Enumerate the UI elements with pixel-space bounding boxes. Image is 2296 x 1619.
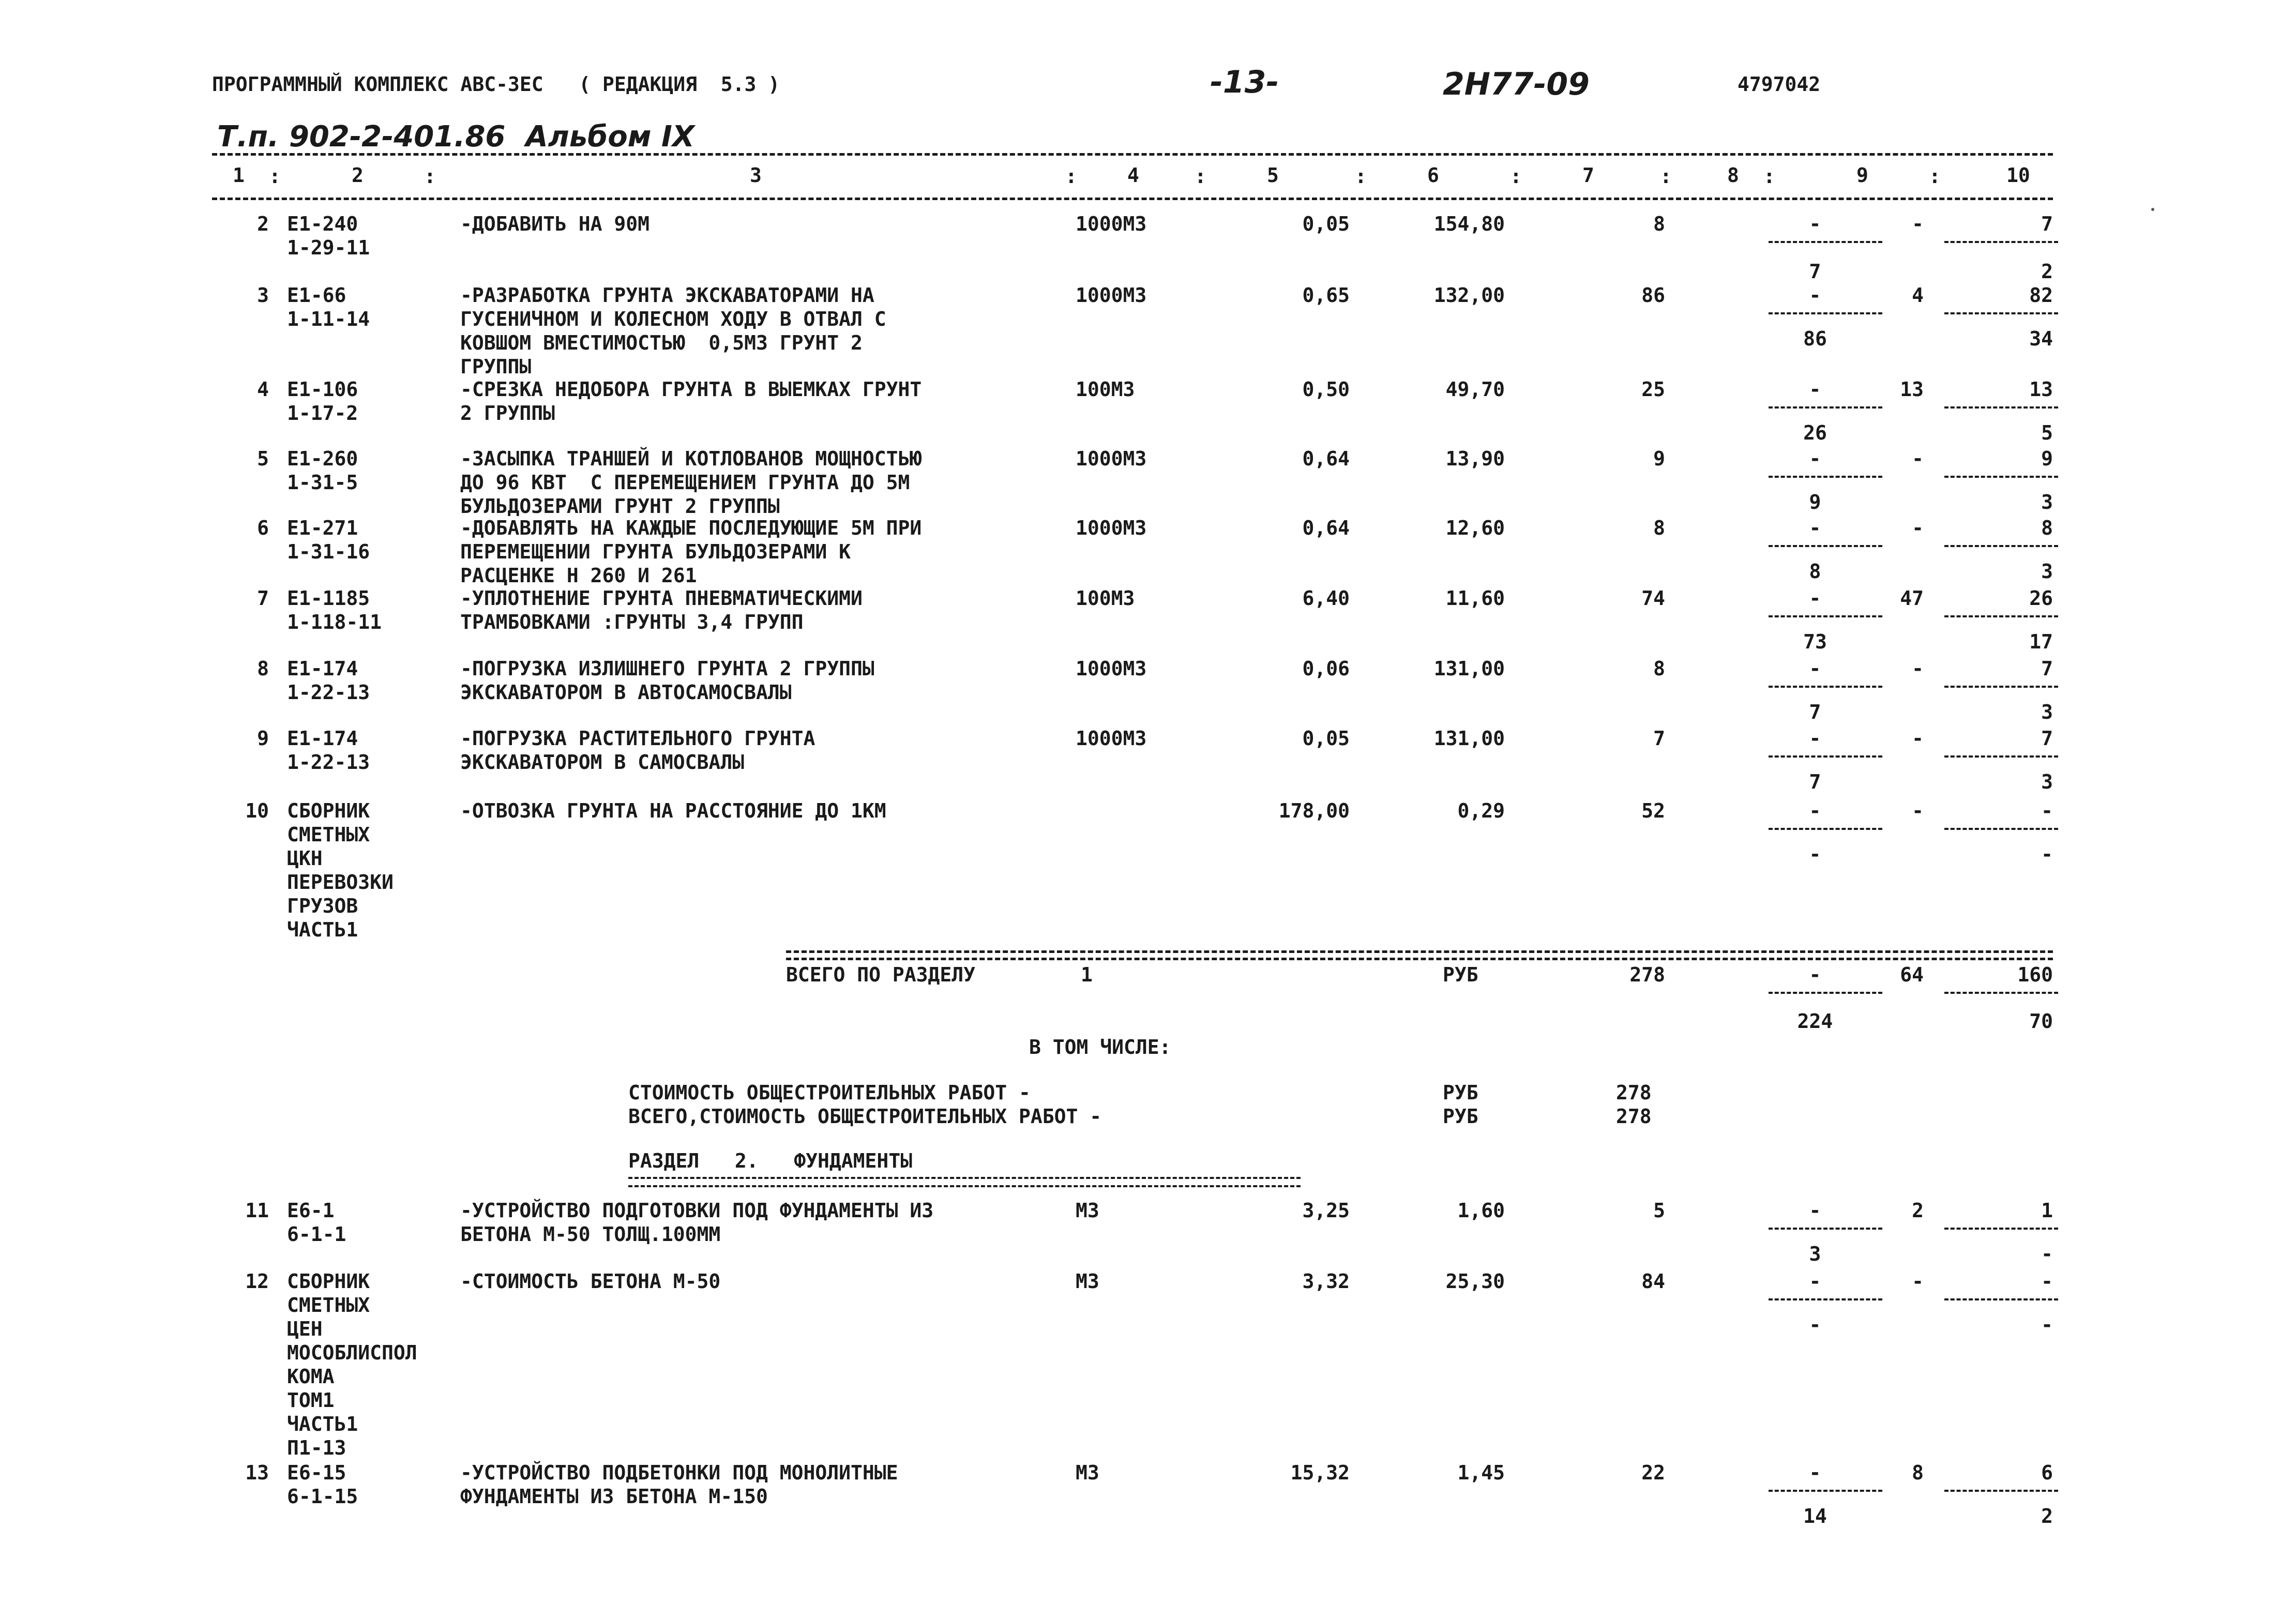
- col9-value: 47: [1900, 587, 1924, 610]
- rate-code: 1-22-13: [287, 751, 370, 774]
- total-cost: 8: [1653, 517, 1665, 539]
- column-separator: :: [1929, 165, 1941, 188]
- row-number: 8: [257, 657, 269, 680]
- total-cost: 5: [1653, 1199, 1665, 1222]
- unit-price: 1,60: [1457, 1199, 1505, 1222]
- col10-top: 7: [2041, 727, 2053, 750]
- header-bottom-rule: [212, 198, 2053, 200]
- unit-price: 0,29: [1457, 799, 1505, 822]
- rate-code: ПЕРЕВОЗКИ: [287, 871, 394, 894]
- col10-bottom: -: [2041, 843, 2053, 866]
- col10-top: 26: [2029, 587, 2053, 610]
- rate-code: 6-1-1: [287, 1223, 346, 1246]
- col8-fraction-rule: [1769, 545, 1882, 547]
- rate-code: 1-118-11: [287, 611, 382, 633]
- section-total-col9: 64: [1900, 963, 1924, 986]
- col10-fraction-rule: [1944, 1228, 2058, 1230]
- column-separator: :: [1065, 165, 1077, 188]
- col10-top: 7: [2041, 657, 2053, 680]
- unit-price: 49,70: [1445, 378, 1505, 401]
- rate-code: СМЕТНЫХ: [287, 1294, 370, 1317]
- unit-price: 1,45: [1457, 1461, 1505, 1484]
- scan-speck: [2151, 208, 2154, 211]
- rate-code: СМЕТНЫХ: [287, 823, 370, 846]
- unit: М3: [1076, 1199, 1099, 1222]
- col8-top: -: [1809, 587, 1821, 610]
- rate-code: ТОМ1: [287, 1389, 335, 1412]
- row-number: 10: [245, 799, 269, 822]
- col10-top: 7: [2041, 213, 2053, 235]
- row-number: 13: [245, 1461, 269, 1484]
- section-total-label: ВСЕГО ПО РАЗДЕЛУ: [786, 963, 976, 986]
- col9-value: -: [1912, 213, 1924, 235]
- col8-bottom: 73: [1803, 630, 1827, 653]
- col8-prev: 7: [1809, 260, 1821, 283]
- header-top-rule: [212, 153, 2053, 156]
- column-header-10: 10: [2006, 164, 2030, 187]
- row-number: 9: [257, 727, 269, 750]
- rate-code: П1-13: [287, 1436, 346, 1459]
- work-description: -ДОБАВЛЯТЬ НА КАЖДЫЕ ПОСЛЕДУЮЩИЕ 5М ПРИ: [460, 517, 922, 539]
- unit: 1000М3: [1076, 447, 1147, 470]
- work-description: -ОТВОЗКА ГРУНТА НА РАССТОЯНИЕ ДО 1КМ: [460, 799, 886, 822]
- unit-price: 13,90: [1445, 447, 1505, 470]
- row-number: 5: [257, 447, 269, 470]
- column-header-2: 2: [352, 164, 364, 187]
- unit-price: 12,60: [1445, 517, 1505, 539]
- section-total-col8-rule: [1769, 992, 1882, 994]
- work-description: ЭКСКАВАТОРОМ В АВТОСАМОСВАЛЫ: [460, 681, 792, 704]
- col8-bottom: 14: [1803, 1505, 1827, 1527]
- col8-bottom: -: [1809, 1313, 1821, 1336]
- rate-code: СБОРНИК: [287, 1270, 370, 1293]
- col8-top: -: [1809, 517, 1821, 539]
- col8-fraction-rule: [1769, 755, 1882, 758]
- column-header-6: 6: [1427, 164, 1439, 187]
- col9-value: -: [1912, 517, 1924, 539]
- col9-value: -: [1912, 799, 1924, 822]
- rate-code: Е1-260: [287, 447, 358, 470]
- work-description: -ДОБАВИТЬ НА 90М: [460, 213, 650, 235]
- work-description: -СРЕЗКА НЕДОБОРА ГРУНТА В ВЫЕМКАХ ГРУНТ: [460, 378, 922, 401]
- col10-bottom: 3: [2041, 770, 2053, 793]
- rate-code: Е1-174: [287, 727, 358, 750]
- col10-top: 13: [2029, 378, 2053, 401]
- col10-bottom: 3: [2041, 560, 2053, 583]
- rate-code: Е1-1185: [287, 587, 370, 610]
- total-cost: 25: [1641, 378, 1665, 401]
- work-description: -УСТРОЙСТВО ПОДГОТОВКИ ПОД ФУНДАМЕНТЫ ИЗ: [460, 1199, 934, 1222]
- col10-bottom: 5: [2041, 421, 2053, 444]
- col9-value: -: [1912, 447, 1924, 470]
- work-description: -РАЗРАБОТКА ГРУНТА ЭКСКАВАТОРАМИ НА: [460, 284, 874, 307]
- cost-line-value: 278: [1616, 1081, 1652, 1104]
- column-separator: :: [269, 165, 281, 188]
- col10-fraction-rule: [1944, 686, 2058, 688]
- quantity: 0,65: [1302, 284, 1350, 307]
- quantity: 0,05: [1302, 213, 1350, 235]
- col9-value: 4: [1912, 284, 1924, 307]
- cost-line-label: ВСЕГО,СТОИМОСТЬ ОБЩЕСТРОИТЕЛЬНЫХ РАБОТ -: [628, 1105, 1102, 1128]
- rate-code: ЧАСТЬ1: [287, 1413, 358, 1435]
- section-total-value: 278: [1629, 963, 1665, 986]
- col9-value: 8: [1912, 1461, 1924, 1484]
- rate-code: ЧАСТЬ1: [287, 918, 358, 941]
- row-number: 6: [257, 517, 269, 539]
- rate-code: ЦЕН: [287, 1318, 323, 1340]
- unit-price: 25,30: [1445, 1270, 1505, 1293]
- column-header-3: 3: [750, 164, 762, 187]
- rate-code: МОСОБЛИСПОЛ: [287, 1341, 417, 1364]
- rate-code: Е1-271: [287, 517, 358, 539]
- col10-fraction-rule: [1944, 241, 2058, 243]
- col10-bottom: 3: [2041, 701, 2053, 723]
- work-description: ДО 96 КВТ С ПЕРЕМЕЩЕНИЕМ ГРУНТА ДО 5М: [460, 471, 910, 494]
- rate-code: 1-31-16: [287, 540, 370, 563]
- program-title: ПРОГРАММНЫЙ КОМПЛЕКС АВС-3ЕС ( РЕДАКЦИЯ 5.3 ): [212, 73, 780, 96]
- work-description: ГУСЕНИЧНОМ И КОЛЕСНОМ ХОДУ В ОТВАЛ С: [460, 308, 886, 330]
- col8-top: -: [1809, 447, 1821, 470]
- col8-fraction-rule: [1769, 615, 1882, 617]
- row-number: 4: [257, 378, 269, 401]
- cost-line-unit: РУБ: [1443, 1105, 1478, 1128]
- work-description: -ЗАСЫПКА ТРАНШЕЙ И КОТЛОВАНОВ МОЩНОСТЬЮ: [460, 447, 922, 470]
- col8-fraction-rule: [1769, 828, 1882, 830]
- rate-code: Е1-240: [287, 213, 358, 235]
- col10-prev: 2: [2041, 260, 2053, 283]
- col8-top: -: [1809, 657, 1821, 680]
- unit-price: 131,00: [1433, 727, 1505, 750]
- column-separator: :: [1763, 165, 1775, 188]
- column-header-9: 9: [1856, 164, 1868, 187]
- col8-bottom: 9: [1809, 491, 1821, 513]
- col8-fraction-rule: [1769, 312, 1882, 314]
- section-total-col8-top: -: [1809, 963, 1821, 986]
- column-header-5: 5: [1267, 164, 1279, 187]
- unit: 100М3: [1076, 587, 1135, 610]
- rate-code: Е6-1: [287, 1199, 335, 1222]
- rate-code: Е1-174: [287, 657, 358, 680]
- row-number: 3: [257, 284, 269, 307]
- section-2-title: РАЗДЕЛ 2. ФУНДАМЕНТЫ: [628, 1149, 913, 1172]
- col8-fraction-rule: [1769, 476, 1882, 478]
- work-description: КОВШОМ ВМЕСТИМОСТЬЮ 0,5М3 ГРУНТ 2: [460, 331, 863, 354]
- rate-code: 1-29-11: [287, 236, 370, 259]
- col10-top: 9: [2041, 447, 2053, 470]
- column-separator: :: [1195, 165, 1206, 188]
- col10-fraction-rule: [1944, 312, 2058, 314]
- row-number: 2: [257, 213, 269, 235]
- total-cost: 86: [1641, 284, 1665, 307]
- work-description: ЭКСКАВАТОРОМ В САМОСВАЛЫ: [460, 751, 745, 774]
- col9-value: -: [1912, 1270, 1924, 1293]
- cost-line-value: 278: [1616, 1105, 1652, 1128]
- rate-code: Е1-66: [287, 284, 346, 307]
- section-total-rule-2: [786, 958, 2053, 960]
- col10-bottom: 2: [2041, 1505, 2053, 1527]
- album-note: Т.п. 902-2-401.86 Альбом IX: [217, 120, 694, 154]
- rate-code: 1-31-5: [287, 471, 358, 494]
- unit: 100М3: [1076, 378, 1135, 401]
- total-cost: 74: [1641, 587, 1665, 610]
- col10-bottom: 34: [2029, 327, 2053, 350]
- col10-bottom: -: [2041, 1243, 2053, 1265]
- work-description: -ПОГРУЗКА РАСТИТЕЛЬНОГО ГРУНТА: [460, 727, 815, 750]
- rate-code: СБОРНИК: [287, 799, 370, 822]
- col9-value: 13: [1900, 378, 1924, 401]
- rate-code: КОМА: [287, 1365, 335, 1388]
- cost-line-unit: РУБ: [1443, 1081, 1478, 1104]
- col8-fraction-rule: [1769, 686, 1882, 688]
- work-description: ФУНДАМЕНТЫ ИЗ БЕТОНА М-150: [460, 1485, 768, 1508]
- col8-bottom: 7: [1809, 770, 1821, 793]
- total-cost: 9: [1653, 447, 1665, 470]
- rate-code: ГРУЗОВ: [287, 895, 358, 917]
- col8-top: -: [1809, 1270, 1821, 1293]
- column-header-4: 4: [1127, 164, 1139, 187]
- col8-bottom: 86: [1803, 327, 1827, 350]
- section-total-num: 1: [1081, 963, 1093, 986]
- total-cost: 22: [1641, 1461, 1665, 1484]
- col9-value: -: [1912, 727, 1924, 750]
- col10-bottom: -: [2041, 1313, 2053, 1336]
- quantity: 0,05: [1302, 727, 1350, 750]
- unit-price: 154,80: [1433, 213, 1505, 235]
- including-label: В ТОМ ЧИСЛЕ:: [1029, 1036, 1171, 1058]
- quantity: 0,64: [1302, 517, 1350, 539]
- col8-bottom: 7: [1809, 701, 1821, 723]
- unit: М3: [1076, 1461, 1099, 1484]
- col8-fraction-rule: [1769, 1298, 1882, 1300]
- work-description: БУЛЬДОЗЕРАМИ ГРУНТ 2 ГРУППЫ: [460, 495, 780, 518]
- col10-top: 1: [2041, 1199, 2053, 1222]
- column-separator: :: [1660, 165, 1672, 188]
- work-description: БЕТОНА М-50 ТОЛЩ.100ММ: [460, 1223, 721, 1246]
- unit: 1000М3: [1076, 657, 1147, 680]
- quantity: 15,32: [1290, 1461, 1350, 1484]
- quantity: 3,25: [1302, 1199, 1350, 1222]
- work-description: -УПЛОТНЕНИЕ ГРУНТА ПНЕВМАТИЧЕСКИМИ: [460, 587, 863, 610]
- rate-code: Е1-106: [287, 378, 358, 401]
- section-total-unit: РУБ: [1443, 963, 1478, 986]
- col9-value: 2: [1912, 1199, 1924, 1222]
- col8-fraction-rule: [1769, 406, 1882, 408]
- col10-bottom: 17: [2029, 630, 2053, 653]
- unit: 1000М3: [1076, 213, 1147, 235]
- col10-top: 82: [2029, 284, 2053, 307]
- section-total-col10-rule: [1944, 992, 2058, 994]
- row-number: 12: [245, 1270, 269, 1293]
- work-description: ГРУППЫ: [460, 355, 532, 378]
- col8-bottom: -: [1809, 843, 1821, 866]
- section-total-col8-bottom: 224: [1797, 1010, 1833, 1033]
- section-total-col10-bottom: 70: [2029, 1010, 2053, 1033]
- col8-bottom: 8: [1809, 560, 1821, 583]
- col10-top: 6: [2041, 1461, 2053, 1484]
- quantity: 0,64: [1302, 447, 1350, 470]
- rate-code: 6-1-15: [287, 1485, 358, 1508]
- total-cost: 52: [1641, 799, 1665, 822]
- total-cost: 7: [1653, 727, 1665, 750]
- col8-top: -: [1809, 1199, 1821, 1222]
- col10-bottom: 3: [2041, 491, 2053, 513]
- doc-code: 2Н77-09: [1443, 66, 1590, 102]
- col8-top: -: [1809, 1461, 1821, 1484]
- rate-code: 1-11-14: [287, 308, 370, 330]
- section-total-rule: [786, 950, 2053, 953]
- total-cost: 8: [1653, 657, 1665, 680]
- col8-bottom: 3: [1809, 1243, 1821, 1265]
- work-description: -СТОИМОСТЬ БЕТОНА М-50: [460, 1270, 721, 1293]
- unit-price: 132,00: [1433, 284, 1505, 307]
- work-description: ПЕРЕМЕЩЕНИИ ГРУНТА БУЛЬДОЗЕРАМИ К: [460, 540, 851, 563]
- col8-top: -: [1809, 213, 1821, 235]
- col8-top: -: [1809, 727, 1821, 750]
- col9-value: -: [1912, 657, 1924, 680]
- unit: 1000М3: [1076, 727, 1147, 750]
- col8-top: -: [1809, 799, 1821, 822]
- total-cost: 84: [1641, 1270, 1665, 1293]
- column-header-1: 1: [233, 164, 245, 187]
- work-description: ТРАМБОВКАМИ :ГРУНТЫ 3,4 ГРУПП: [460, 611, 804, 633]
- work-description: -УСТРОЙСТВО ПОДБЕТОНКИ ПОД МОНОЛИТНЫЕ: [460, 1461, 898, 1484]
- col10-fraction-rule: [1944, 406, 2058, 408]
- rate-code: 1-17-2: [287, 402, 358, 425]
- row-number: 11: [245, 1199, 269, 1222]
- doc-number: 4797042: [1738, 73, 1821, 96]
- quantity: 178,00: [1278, 799, 1350, 822]
- col10-fraction-rule: [1944, 755, 2058, 758]
- unit: 1000М3: [1076, 517, 1147, 539]
- col10-top: -: [2041, 799, 2053, 822]
- col10-fraction-rule: [1944, 828, 2058, 830]
- rate-code: Е6-15: [287, 1461, 346, 1484]
- section-2-underline: [628, 1177, 1301, 1187]
- column-separator: :: [424, 165, 436, 188]
- col8-top: -: [1809, 378, 1821, 401]
- rate-code: 1-22-13: [287, 681, 370, 704]
- column-header-8: 8: [1727, 164, 1739, 187]
- section-total-col10-top: 160: [2017, 963, 2053, 986]
- work-description: РАСЦЕНКЕ Н 260 И 261: [460, 564, 697, 587]
- col8-fraction-rule: [1769, 1490, 1882, 1492]
- col10-fraction-rule: [1944, 476, 2058, 478]
- column-separator: :: [1355, 165, 1367, 188]
- unit: М3: [1076, 1270, 1099, 1293]
- col8-top: -: [1809, 284, 1821, 307]
- quantity: 3,32: [1302, 1270, 1350, 1293]
- unit-price: 11,60: [1445, 587, 1505, 610]
- col8-fraction-rule: [1769, 241, 1882, 243]
- page-number: -13-: [1210, 64, 1279, 100]
- col8-bottom: 26: [1803, 421, 1827, 444]
- unit-price: 131,00: [1433, 657, 1505, 680]
- work-description: -ПОГРУЗКА ИЗЛИШНЕГО ГРУНТА 2 ГРУППЫ: [460, 657, 874, 680]
- total-cost: 8: [1653, 213, 1665, 235]
- col10-fraction-rule: [1944, 1298, 2058, 1300]
- col10-fraction-rule: [1944, 545, 2058, 547]
- work-description: 2 ГРУППЫ: [460, 402, 555, 425]
- quantity: 0,06: [1302, 657, 1350, 680]
- quantity: 0,50: [1302, 378, 1350, 401]
- col8-fraction-rule: [1769, 1228, 1882, 1230]
- column-separator: :: [1510, 165, 1522, 188]
- rate-code: ЦКН: [287, 847, 323, 870]
- quantity: 6,40: [1302, 587, 1350, 610]
- row-number: 7: [257, 587, 269, 610]
- col10-top: 8: [2041, 517, 2053, 539]
- column-header-7: 7: [1582, 164, 1594, 187]
- col10-fraction-rule: [1944, 1490, 2058, 1492]
- col10-fraction-rule: [1944, 615, 2058, 617]
- col10-top: -: [2041, 1270, 2053, 1293]
- cost-line-label: СТОИМОСТЬ ОБЩЕСТРОИТЕЛЬНЫХ РАБОТ -: [628, 1081, 1031, 1104]
- unit: 1000М3: [1076, 284, 1147, 307]
